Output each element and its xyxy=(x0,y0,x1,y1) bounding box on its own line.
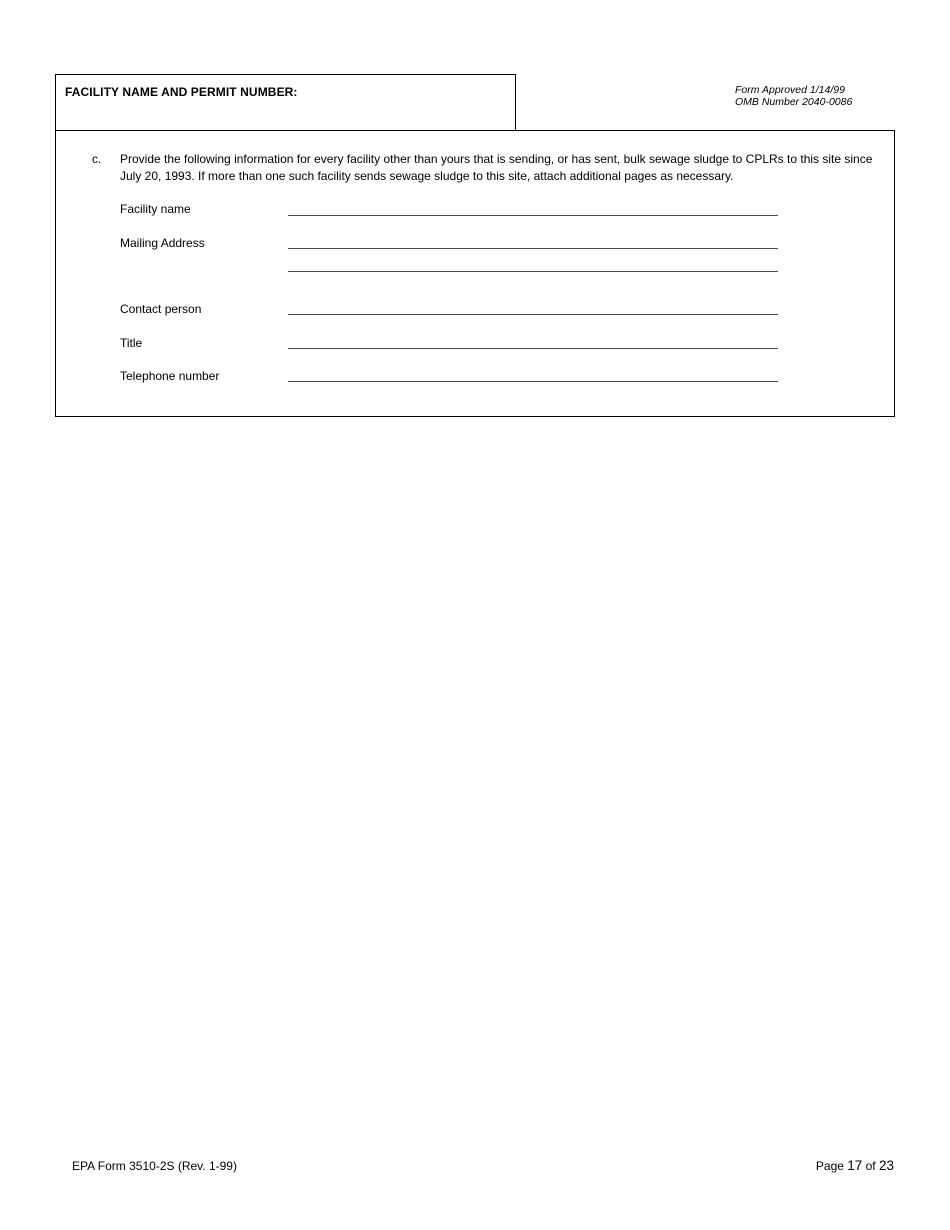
facility-name-field[interactable] xyxy=(288,215,778,216)
item-instruction: Provide the following information for every facility other than yours that is sending, or has sent, bulk sewage sludge to CPLRs to this site since July 20, 1993. If more than one such facility sends sewage sludge to this site, attach additional pages as necessary. xyxy=(120,152,873,183)
page-current: 17 xyxy=(847,1158,863,1173)
page-of: of xyxy=(862,1159,879,1173)
title-label: Title xyxy=(120,336,143,350)
page-prefix: Page xyxy=(815,1159,848,1173)
contact-person-field[interactable] xyxy=(288,314,778,315)
form-id-footer: EPA Form 3510-2S (Rev. 1-99) xyxy=(72,1159,237,1173)
form-approval-info xyxy=(735,84,852,108)
title-field[interactable] xyxy=(288,348,778,349)
mailing-address-field-line-2[interactable] xyxy=(288,271,778,272)
mailing-address-field-line-1[interactable] xyxy=(288,248,778,249)
telephone-number-label: Telephone number xyxy=(120,369,220,383)
section-c-box xyxy=(55,130,895,417)
page-total: 23 xyxy=(878,1158,894,1173)
omb-number: OMB Number 2040-0086 xyxy=(735,96,853,108)
page-number-footer xyxy=(816,1158,894,1173)
contact-person-label: Contact person xyxy=(120,302,202,316)
form-approved-date: Form Approved 1/14/99 xyxy=(735,84,845,96)
facility-name-label: Facility name xyxy=(120,202,191,216)
mailing-address-label: Mailing Address xyxy=(120,236,205,250)
item-letter: c. xyxy=(92,152,102,166)
facility-header-box xyxy=(55,74,516,130)
facility-header-title: FACILITY NAME AND PERMIT NUMBER: xyxy=(65,85,298,99)
telephone-number-field[interactable] xyxy=(288,381,778,382)
